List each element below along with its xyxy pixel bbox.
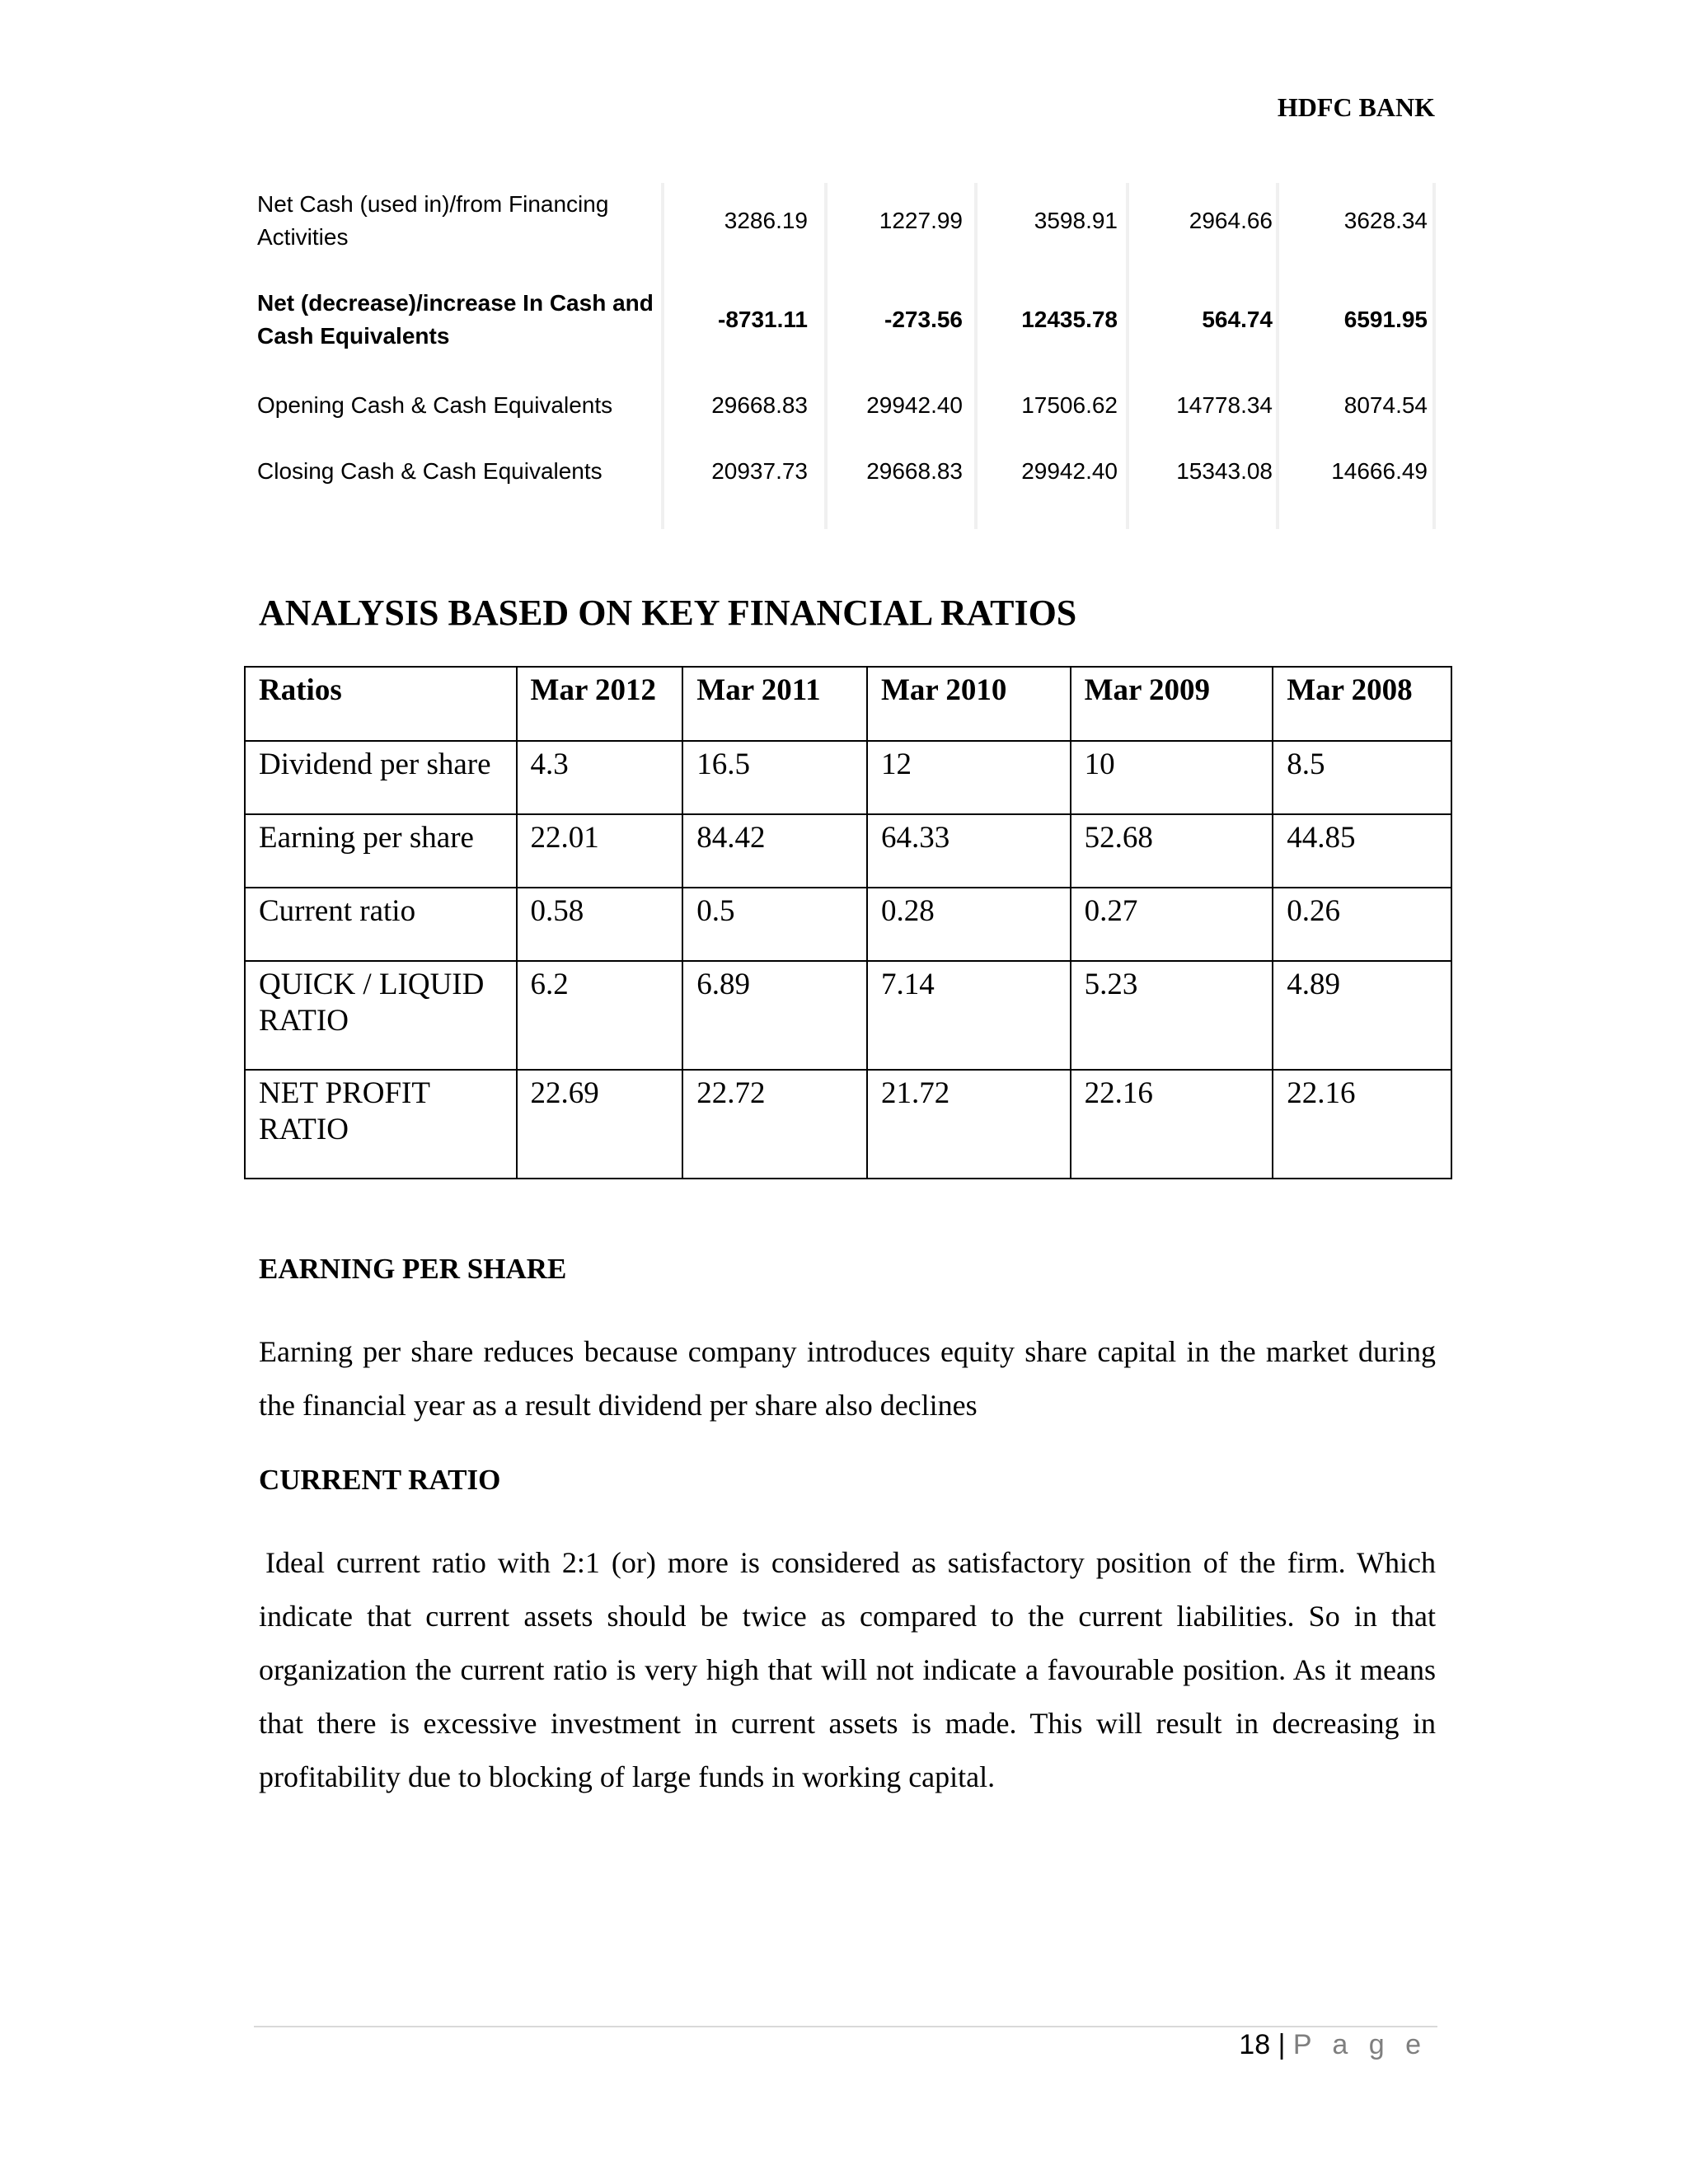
page-number: 18: [1239, 2029, 1271, 2060]
table-cell: NET PROFIT RATIO: [245, 1070, 517, 1179]
table-cell: 4.89: [1273, 961, 1451, 1070]
table-cell: 0.26: [1273, 888, 1451, 961]
table-row: [245, 961, 1451, 1070]
table-row: [245, 888, 1451, 961]
row-value: 29668.83: [711, 392, 808, 418]
row-value: 3628.34: [1343, 208, 1428, 233]
row-value: 2964.66: [1189, 208, 1273, 233]
row-label: Net (decrease)/increase In Cash and Cash Equivalents: [257, 290, 654, 349]
table-cell: 4.3: [517, 741, 683, 814]
table-cell: 0.58: [517, 888, 683, 961]
current-ratio-paragraph: Ideal current ratio with 2:1 (or) more is considered as satisfactory position of the firm. Which indicate that current assets should be twice as compared to the current liabilities. So in that organization the current ratio is very high that will not indicate a favourable position. As it means that there is excessive investment in current assets is made. This will result in decreasing in profitability due to blocking of large funds in working capital.: [259, 1546, 1436, 1793]
row-value: 12435.78: [1021, 307, 1118, 332]
column-header: Mar 2008: [1273, 667, 1451, 741]
table-cell: 22.69: [517, 1070, 683, 1179]
table-header-row: [245, 667, 1451, 741]
table-row: [245, 741, 1451, 814]
row-value: 15343.08: [1176, 458, 1273, 484]
table-row: [245, 1070, 1451, 1179]
table-cell: 0.28: [867, 888, 1071, 961]
row-label: Closing Cash & Cash Equivalents: [257, 458, 603, 484]
table-cell: Current ratio: [245, 888, 517, 961]
row-value: 3286.19: [724, 208, 808, 233]
row-value: 29942.40: [1021, 458, 1118, 484]
table-cell: 5.23: [1071, 961, 1273, 1070]
row-value: -273.56: [884, 307, 963, 332]
current-ratio-section-title: CURRENT RATIO: [259, 1464, 501, 1496]
row-value: 29668.83: [866, 458, 963, 484]
row-value: 3598.91: [1034, 208, 1118, 233]
table-cell: 22.16: [1071, 1070, 1273, 1179]
table-row: [245, 814, 1451, 888]
table-cell: 84.42: [682, 814, 867, 888]
row-label: Net Cash (used in)/from Financing Activities: [257, 191, 609, 250]
table-cell: 6.2: [517, 961, 683, 1070]
table-cell: 44.85: [1273, 814, 1451, 888]
row-value: 29942.40: [866, 392, 963, 418]
table-cell: 10: [1071, 741, 1273, 814]
column-header: Mar 2011: [682, 667, 867, 741]
table-cell: 22.16: [1273, 1070, 1451, 1179]
table-cell: 52.68: [1071, 814, 1273, 888]
table-cell: 21.72: [867, 1070, 1071, 1179]
row-value: 8074.54: [1343, 392, 1428, 418]
table-cell: 0.27: [1071, 888, 1273, 961]
table-cell: Dividend per share: [245, 741, 517, 814]
table-cell: QUICK / LIQUID RATIO: [245, 961, 517, 1070]
table-cell: 7.14: [867, 961, 1071, 1070]
table-cell: 16.5: [682, 741, 867, 814]
row-value: 564.74: [1202, 307, 1273, 332]
table-cell: 8.5: [1273, 741, 1451, 814]
row-value: 14666.49: [1331, 458, 1428, 484]
column-header: Mar 2009: [1071, 667, 1273, 741]
cashflow-row: [249, 387, 1436, 424]
row-value: 1227.99: [879, 208, 963, 233]
section-heading: ANALYSIS BASED ON KEY FINANCIAL RATIOS: [259, 593, 1077, 633]
document-header: HDFC BANK: [1277, 92, 1435, 122]
row-value: 20937.73: [711, 458, 808, 484]
table-cell: 64.33: [867, 814, 1071, 888]
row-value: 17506.62: [1021, 392, 1118, 418]
row-value: 6591.95: [1343, 307, 1428, 332]
cashflow-row: [249, 186, 1436, 255]
table-cell: Earning per share: [245, 814, 517, 888]
eps-section-title: EARNING PER SHARE: [259, 1253, 567, 1285]
table-cell: 22.01: [517, 814, 683, 888]
row-value: 14778.34: [1176, 392, 1273, 418]
cashflow-table: [249, 183, 1436, 529]
page-footer: [1239, 2029, 1428, 2061]
eps-paragraph: Earning per share reduces because company introduces equity share capital in the market during the financial year as a result dividend per share also declines: [259, 1335, 1436, 1422]
table-cell: 0.5: [682, 888, 867, 961]
ratios-table: [244, 666, 1452, 1179]
column-header: Ratios: [245, 667, 517, 741]
row-value: -8731.11: [718, 307, 808, 332]
table-cell: 22.72: [682, 1070, 867, 1179]
row-label: Opening Cash & Cash Equivalents: [257, 392, 613, 418]
table-cell: 6.89: [682, 961, 867, 1070]
column-header: Mar 2010: [867, 667, 1071, 741]
cashflow-row: [249, 453, 1436, 490]
page-label: P a g e: [1292, 2029, 1428, 2060]
column-header: Mar 2012: [517, 667, 683, 741]
footer-divider: [254, 2026, 1437, 2027]
table-cell: 12: [867, 741, 1071, 814]
footer-separator: |: [1278, 2029, 1286, 2060]
cashflow-row: [249, 285, 1436, 354]
